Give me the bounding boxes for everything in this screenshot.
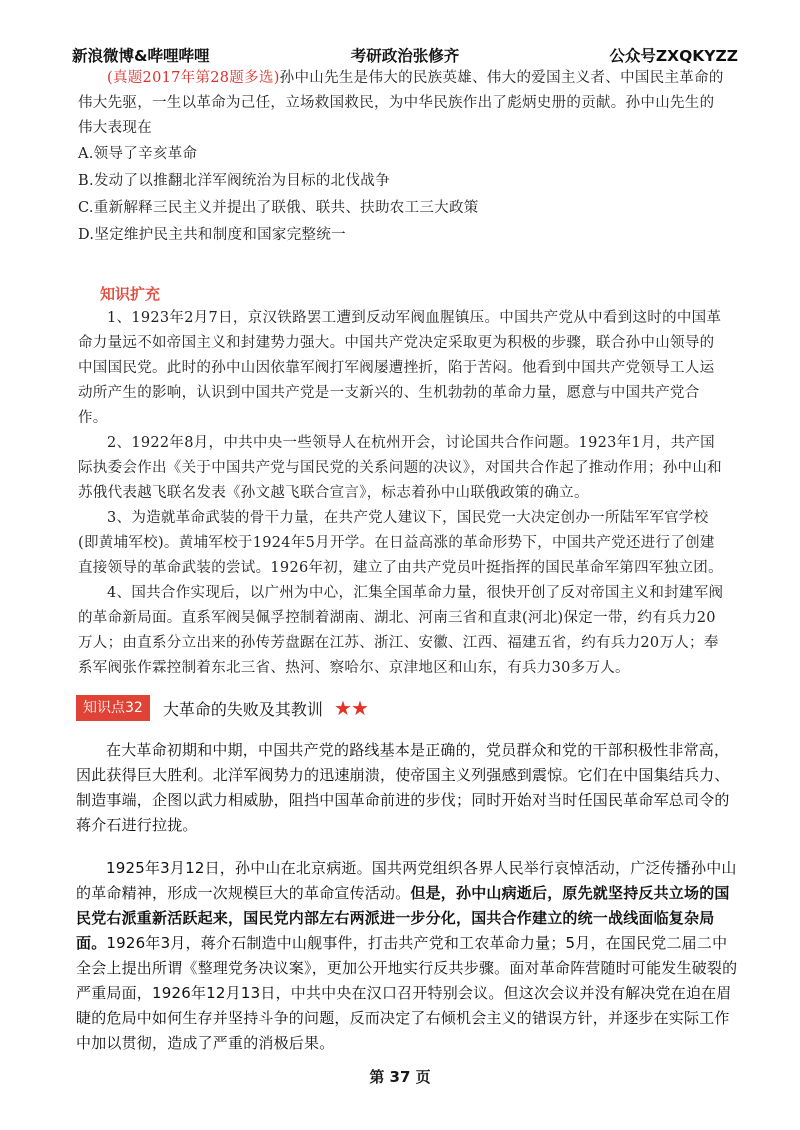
knowledge-paragraph-3: 3、为造就革命武装的骨干力量，在共产党人建议下，国民党一大决定创办一所陆军军官学校(即黄埔军校)。黄埔军校于1924年5月开学。在日益高涨的革命形势下，中国共产党还进行了创建直接领导的革命武装的尝试。1926年初，建立了由共产党员叶挺指挥的国民革命军第四军独立团。 (78, 510, 723, 576)
question-stem (78, 66, 728, 141)
knowledge-paragraph-2: 2、1922年8月，中共中央一些领导人在杭州开会，讨论国共合作问题。1923年1月，共产国际执委会作出《关于中国共产党与国民党的关系问题的决议》，对国共合作起了推动作用；孙中山和苏俄代表越飞联名发表《孙文越飞联合宣言》，标志着孙中山联俄政策的确立。 (78, 435, 722, 501)
question-tag: (真题2017年第28题多选) (107, 70, 280, 86)
body-paragraph-1 (76, 738, 738, 838)
option-b: B.发动了以推翻北洋军阀统治为目标的北伐战争 (78, 173, 390, 189)
option-a: A.领导了辛亥革命 (78, 146, 198, 162)
body-paragraph-2 (76, 856, 738, 1056)
page-number: 第 37 页 (369, 1068, 431, 1086)
knowledge-paragraph-1: 1、1923年2月7日，京汉铁路罢工遭到反动军阀血腥镇压。中国共产党从中看到这时的中国革命力量远不如帝国主义和封建势力强大。中国共产党决定采取更为积极的步骤，联合孙中山领导的中国国民党。此时的孙中山因依靠军阀打军阀屡遭挫折，陷于苦闷。他看到中国共产党领导工人运动所产生的影响，认识到中国共产党是一支新兴的、生机勃勃的革命力量，愿意与中国共产党合作。 (78, 310, 722, 426)
importance-stars-icon: ★★ (334, 696, 368, 720)
question-stem-text: 孙中山先生是伟大的民族英雄、伟大的爱国主义者、中国民主革命的伟大先驱，一生以革命为己任，立场救国救民，为中华民族作出了彪炳史册的贡献。孙中山先生的伟大表现在 (78, 70, 724, 136)
knowledge-extension-heading: 知识扩充 (100, 285, 161, 303)
body-text-1: 在大革命初期和中期，中国共产党的路线基本是正确的，党员群众和党的干部积极性非常高，因此获得巨大胜利。北洋军阀势力的迅速崩溃，使帝国主义列强感到震惊。它们在中国集结兵力、制造事端，企图以武力相威胁，阻挡中国革命前进的步伐；同时开始对当时任国民革命军总司令的蒋介石进行拉拢。 (76, 741, 730, 834)
knowledge-paragraph-4: 4、国共合作实现后，以广州为中心，汇集全国革命力量，很快开创了反对帝国主义和封建军阀的革命新局面。直系军阀吴佩孚控制着湖南、湖北、河南三省和直隶(河北)保定一带，约有兵力20万人；由直系分立出来的孙传芳盘踞在江苏、浙江、安徽、江西、福建五省，约有兵力20万人；奉系军阀张作霖控制着东北三省、热河、察哈尔、京津地区和山东，有兵力30多万人。 (78, 585, 724, 676)
header-author: 考研政治张修齐 (350, 47, 460, 65)
body-text-2a: 1925年3月12日，孙中山在北京病逝。国共两党组织各界人民举行哀悼活动，广泛传播孙中山的革命精神，形成一次规模巨大的革命宣传活动。 (76, 859, 737, 902)
header-weibo-bilibili: 新浪微博&哔哩哔哩 (72, 47, 210, 65)
option-d: D.坚定维护民主共和制度和国家完整统一 (78, 227, 346, 243)
knowledge-point-title: 大革命的失败及其教训 (162, 699, 323, 719)
body-text-2b-bold: 但是，孙中山病逝后，原先就坚持反共立场的国民党右派重新活跃起来，国民党内部左右两派进一步分化，国共合作建立的统一战线面临复杂局面。 (76, 884, 730, 952)
header-wechat-account: 公众号ZXQKYZZ (609, 47, 738, 65)
knowledge-point-badge: 知识点32 (76, 695, 150, 721)
knowledge-point-header (76, 695, 368, 723)
knowledge-extension (78, 306, 728, 681)
body-text-2c: 1926年3月，蒋介石制造中山舰事件，打击共产党和工农革命力量；5月，在国民党二届二中全会上提出所谓《整理党务决议案》，更加公开地实行反共步骤。面对革命阵营随时可能发生破裂的严重局面，1926年12月13日，中共中央在汉口召开特别会议。但这次会议并没有解决党在迫在眉睫的危局中如何生存并坚持斗争的问题，反而决定了右倾机会主义的错误方针，并逐步在实际工作中加以贯彻，造成了严重的消极后果。 (76, 934, 738, 1052)
option-c: C.重新解释三民主义并提出了联俄、联共、扶助农工三大政策 (78, 200, 479, 216)
page-header (72, 44, 738, 66)
exam-question (78, 66, 728, 248)
